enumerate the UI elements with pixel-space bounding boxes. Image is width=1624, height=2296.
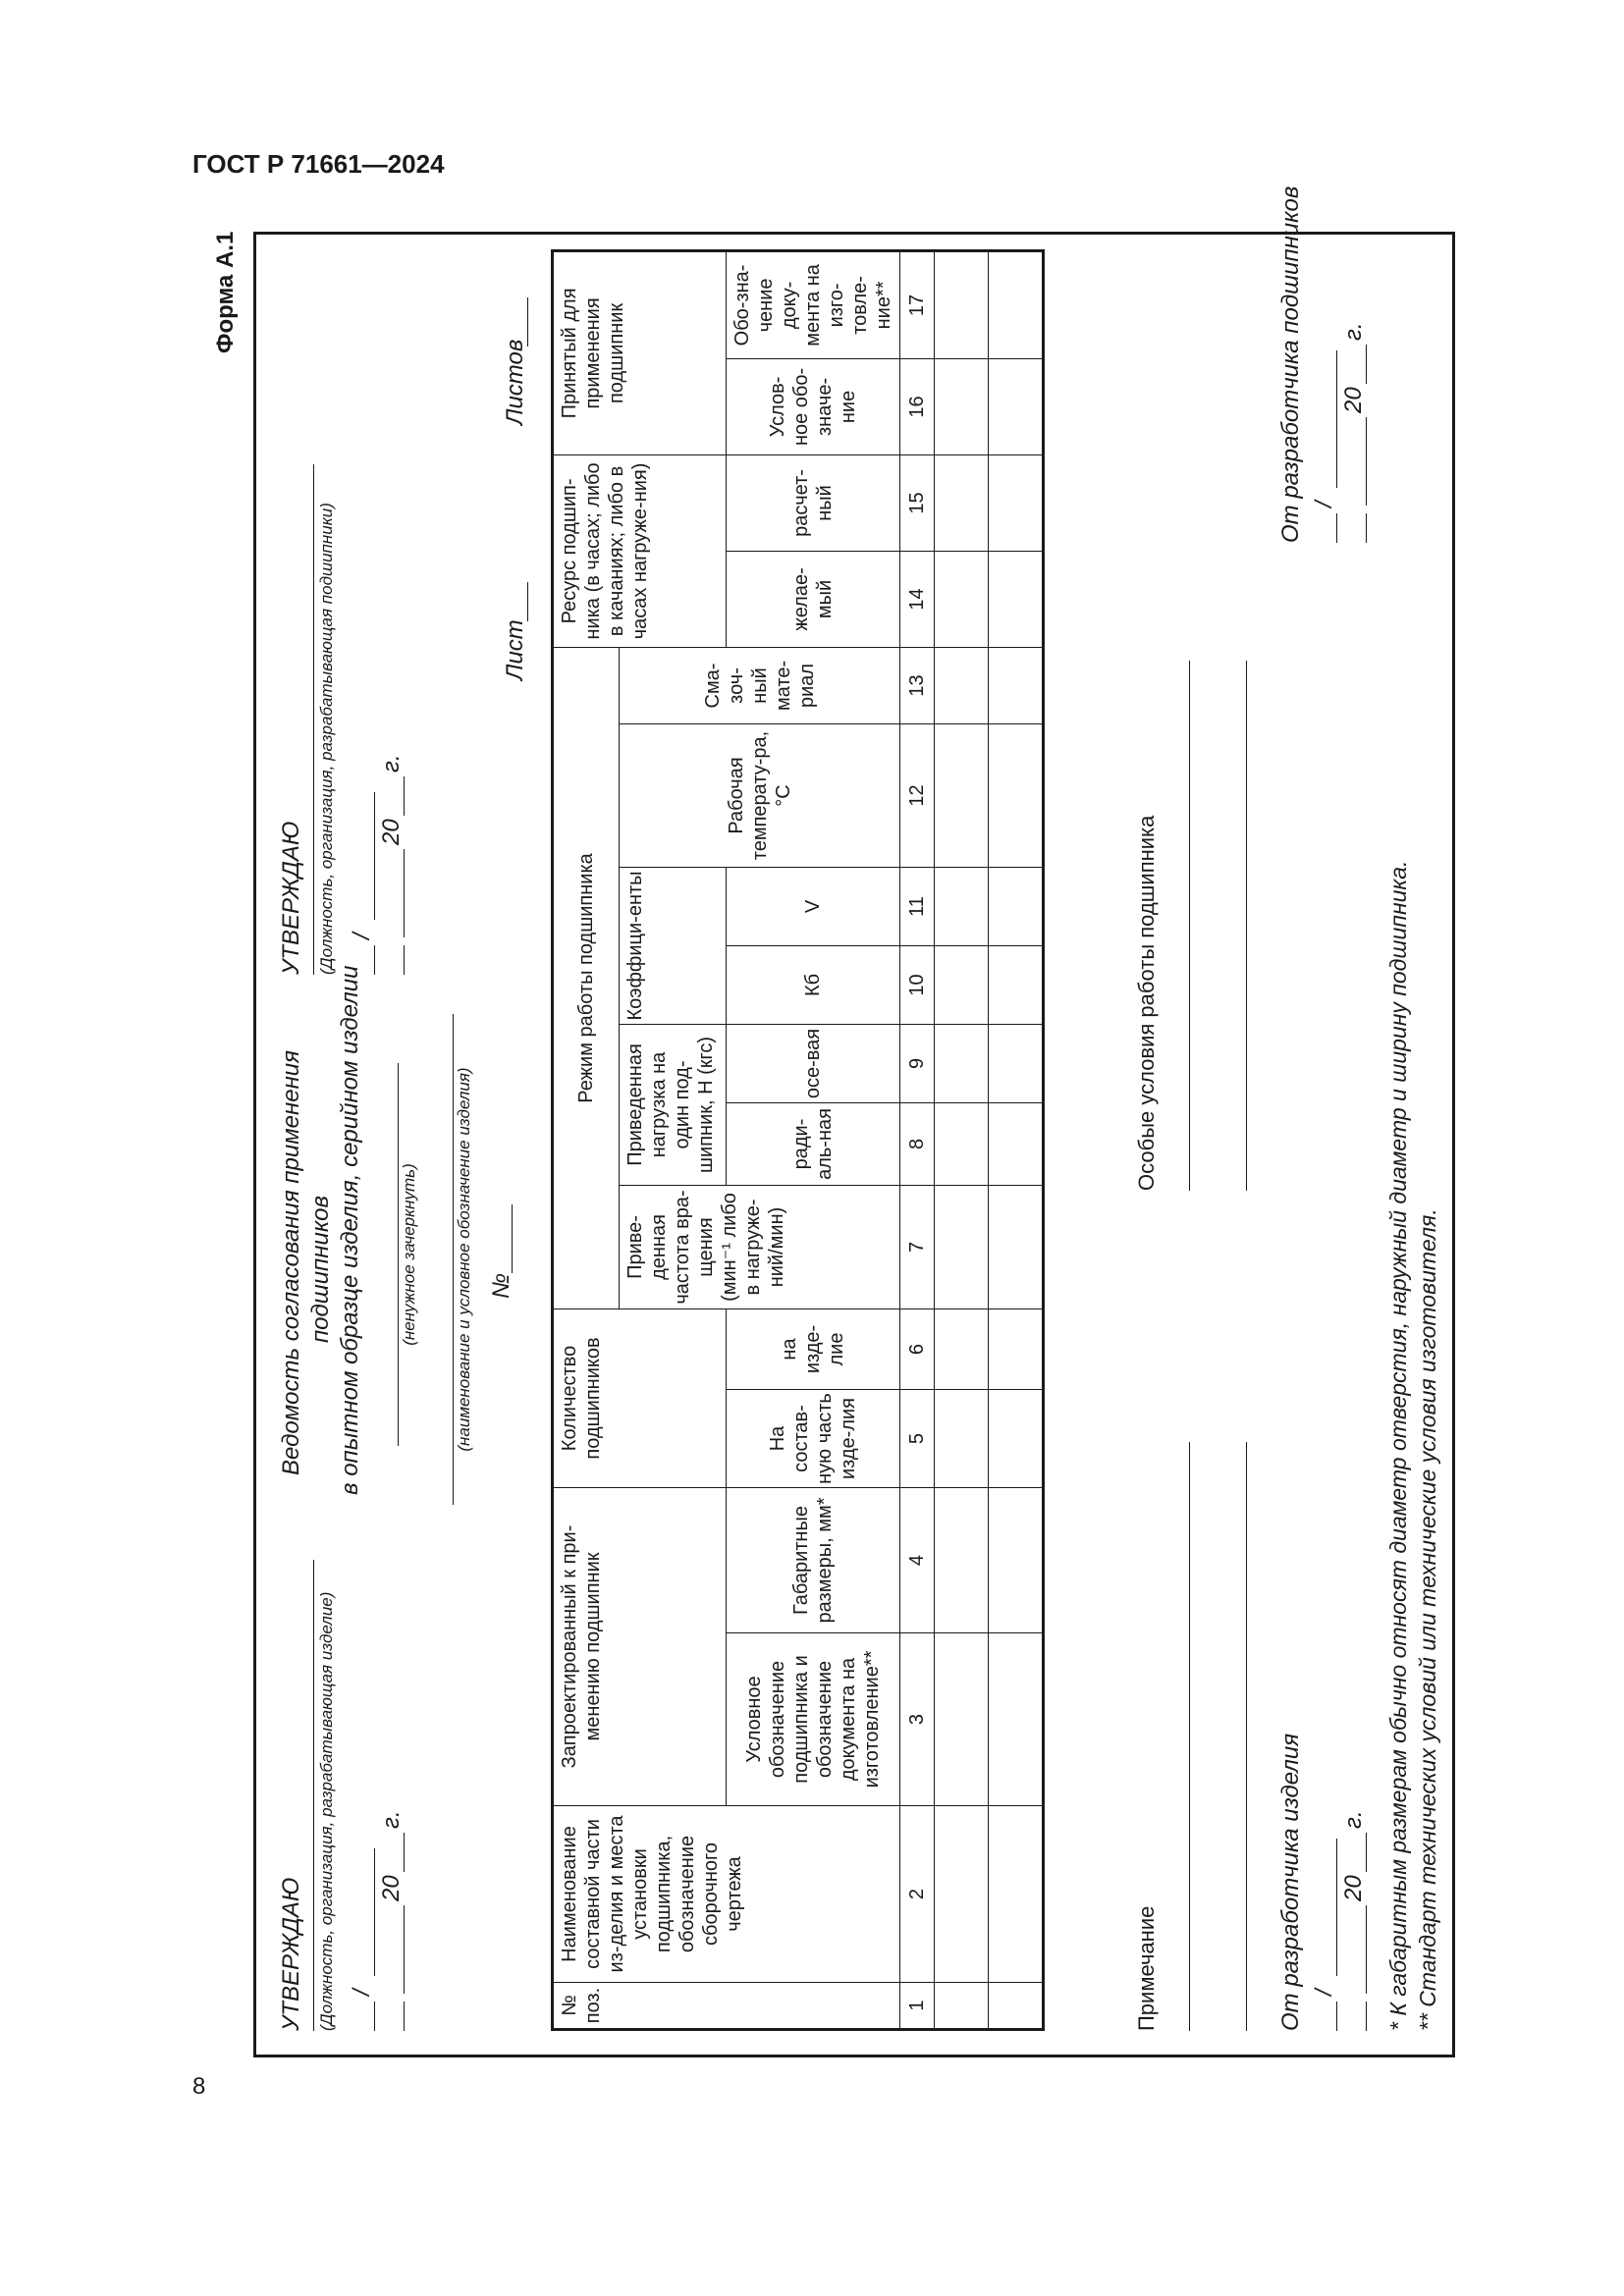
approve-right-line	[313, 464, 314, 975]
approve-right-sign-line2	[374, 792, 375, 920]
approve-left-year: 20	[378, 1875, 405, 1901]
center-title-line3: в опытном образце изделия, серийном изделии	[337, 965, 363, 1495]
approve-right-date-line1	[404, 945, 405, 975]
bearing-table	[551, 249, 1045, 2031]
column-number-cell: 10	[900, 945, 935, 1024]
header-acc-b: Обо-зна-чение доку-мента на изго-товле-ние**	[727, 250, 900, 358]
center-number-line	[512, 1204, 513, 1273]
approve-left-year-line	[404, 1833, 405, 1872]
approve-left-line	[313, 1560, 314, 2031]
approve-right-slash: /	[349, 933, 375, 939]
dev-bearing-date1	[1366, 513, 1367, 543]
header-coef-b: V	[727, 867, 900, 945]
standard-header: ГОСТ Р 71661—2024	[192, 149, 445, 179]
form-frame	[253, 186, 1455, 2057]
column-number-cell: 4	[900, 1488, 935, 1633]
column-number-cell: 7	[900, 1185, 935, 1308]
approve-left-title: УТВЕРЖДАЮ	[278, 1877, 304, 2031]
dev-product-line2	[1336, 1839, 1337, 1976]
column-number-cell: 1	[900, 1983, 935, 2030]
dev-product-slash: /	[1311, 1989, 1337, 1996]
header-lube: Сма-зоч-ный мате-риал	[620, 647, 900, 723]
header-qty-a: На состав-ную часть изде-лия	[727, 1390, 900, 1488]
dev-bearing-date2	[1366, 417, 1367, 506]
approve-left-sign-line2	[374, 1848, 375, 1976]
dev-product-line1	[1336, 2002, 1337, 2031]
header-coef: Коэффици-енты	[620, 867, 727, 1024]
column-number-cell: 13	[900, 647, 935, 723]
sheets-total-line	[527, 297, 528, 347]
center-title-line2: подшипников	[307, 1195, 334, 1344]
column-number-cell: 8	[900, 1102, 935, 1185]
column-number-cell: 5	[900, 1390, 935, 1488]
data-row	[989, 250, 1044, 2029]
approve-right-date-line2	[404, 849, 405, 937]
form-label: Форма А.1	[212, 231, 239, 353]
approve-left-date-line2	[404, 1905, 405, 1994]
center-number: №	[488, 1273, 514, 1299]
approve-left-slash: /	[349, 1989, 375, 1996]
header-accepted: Принятый для применения подшипник	[553, 250, 727, 454]
approve-left-date-line1	[404, 2002, 405, 2031]
special-label: Особые условия работы подшипника	[1134, 815, 1159, 1191]
column-number-cell: 11	[900, 867, 935, 945]
data-row	[935, 250, 989, 2029]
dev-bearing-label: От разработчика подшипников	[1277, 186, 1304, 543]
dev-product-date2	[1366, 1905, 1367, 1994]
dev-product-label: От разработчика изделия	[1277, 1733, 1304, 2031]
sheet-label: Лист	[502, 619, 528, 680]
header-pos: № поз.	[553, 1983, 900, 2030]
approve-left-g: г.	[378, 1810, 405, 1829]
note-line2	[1246, 1442, 1247, 2031]
approve-left-caption: (Должность, организация, разрабатывающая изделие)	[317, 1591, 336, 2031]
header-acc-a: Услов-ное обо-значе-ние	[727, 358, 900, 454]
header-load-a: ради-аль-ная	[727, 1102, 900, 1185]
footnote-2: ** Стандарт технических условий или технические условия изготовителя.	[1415, 1208, 1440, 2031]
approve-left-sign-line1	[374, 2002, 375, 2031]
approve-right-year: 20	[378, 819, 405, 845]
dev-bearing-year-line	[1366, 345, 1367, 384]
special-line1	[1189, 661, 1190, 1191]
sheets-total-label: Листов	[502, 339, 528, 425]
column-number-cell: 2	[900, 1806, 935, 1983]
dev-bearing-line1	[1336, 513, 1337, 543]
center-line2	[453, 1014, 454, 1505]
header-res-a: желае-мый	[727, 551, 900, 647]
sheet-line	[527, 582, 528, 621]
note-label: Примечание	[1134, 1905, 1159, 2031]
header-freq: Приве-денная частота вра-щения (мин⁻¹ либо в нагруже-ний/мин)	[620, 1185, 900, 1308]
note-line1	[1189, 1442, 1190, 2031]
header-coef-a: Кб	[727, 945, 900, 1024]
header-name: Наименование составной части из-делия и места установки подшипника, обозначение сборочного чертежа	[553, 1806, 900, 1983]
header-load: Приведенная нагрузка на один под-шипник, Н (кгс)	[620, 1024, 727, 1185]
center-title-line1: Ведомость согласования применения	[278, 1050, 304, 1475]
header-res-b: расчет-ный	[727, 454, 900, 551]
dev-bearing-year: 20	[1340, 387, 1367, 413]
column-number-cell: 3	[900, 1633, 935, 1806]
header-mode: Режим работы подшипника	[553, 647, 620, 1308]
dev-product-g: г.	[1340, 1810, 1367, 1829]
column-number-cell: 6	[900, 1308, 935, 1389]
header-qty: Количество подшипников	[553, 1308, 727, 1487]
header-designed-b: Габаритные размеры, мм*	[727, 1488, 900, 1633]
column-number-cell: 17	[900, 250, 935, 358]
approve-right-sign-line1	[374, 945, 375, 975]
header-temp: Рабочая температу-ра, °С	[620, 723, 900, 867]
center-caption2: (наименование и условное обозначение изделия)	[455, 1067, 473, 1452]
header-resource: Ресурс подшип-ника (в часах; либо в качаниях; либо в часах нагруже-ния)	[553, 454, 727, 647]
special-line2	[1246, 661, 1247, 1191]
center-caption1: (ненужное зачеркнуть)	[400, 1163, 418, 1346]
approve-right-title: УТВЕРЖДАЮ	[278, 821, 304, 975]
approve-right-caption: (Должность, организация, разрабатывающая подшипники)	[317, 503, 336, 975]
center-line1	[398, 1063, 399, 1446]
column-number-row	[900, 250, 935, 2029]
footnote-1: * К габаритным размерам обычно относят диаметр отверстия, наружный диаметр и ширину подшипника.	[1385, 860, 1411, 2031]
header-qty-b: на изде-лие	[727, 1308, 900, 1389]
header-designed-a: Условное обозначение подшипника и обозначение документа на изготовление**	[727, 1633, 900, 1806]
column-number-cell: 12	[900, 723, 935, 867]
dev-product-year-line	[1366, 1833, 1367, 1872]
approve-right-g: г.	[378, 754, 405, 773]
dev-bearing-line2	[1336, 350, 1337, 488]
approve-right-year-line	[404, 776, 405, 816]
header-load-b: осе-вая	[727, 1024, 900, 1102]
column-number-cell: 9	[900, 1024, 935, 1102]
dev-bearing-slash: /	[1311, 501, 1337, 507]
column-number-cell: 14	[900, 551, 935, 647]
dev-product-year: 20	[1340, 1875, 1367, 1901]
column-number-cell: 15	[900, 454, 935, 551]
column-number-cell: 16	[900, 358, 935, 454]
page-number: 8	[192, 2073, 206, 2100]
dev-product-date1	[1366, 2002, 1367, 2031]
dev-bearing-g: г.	[1340, 322, 1367, 341]
header-designed: Запроектированный к при-менению подшипник	[553, 1488, 727, 1806]
rotated-form	[253, 186, 1455, 2057]
